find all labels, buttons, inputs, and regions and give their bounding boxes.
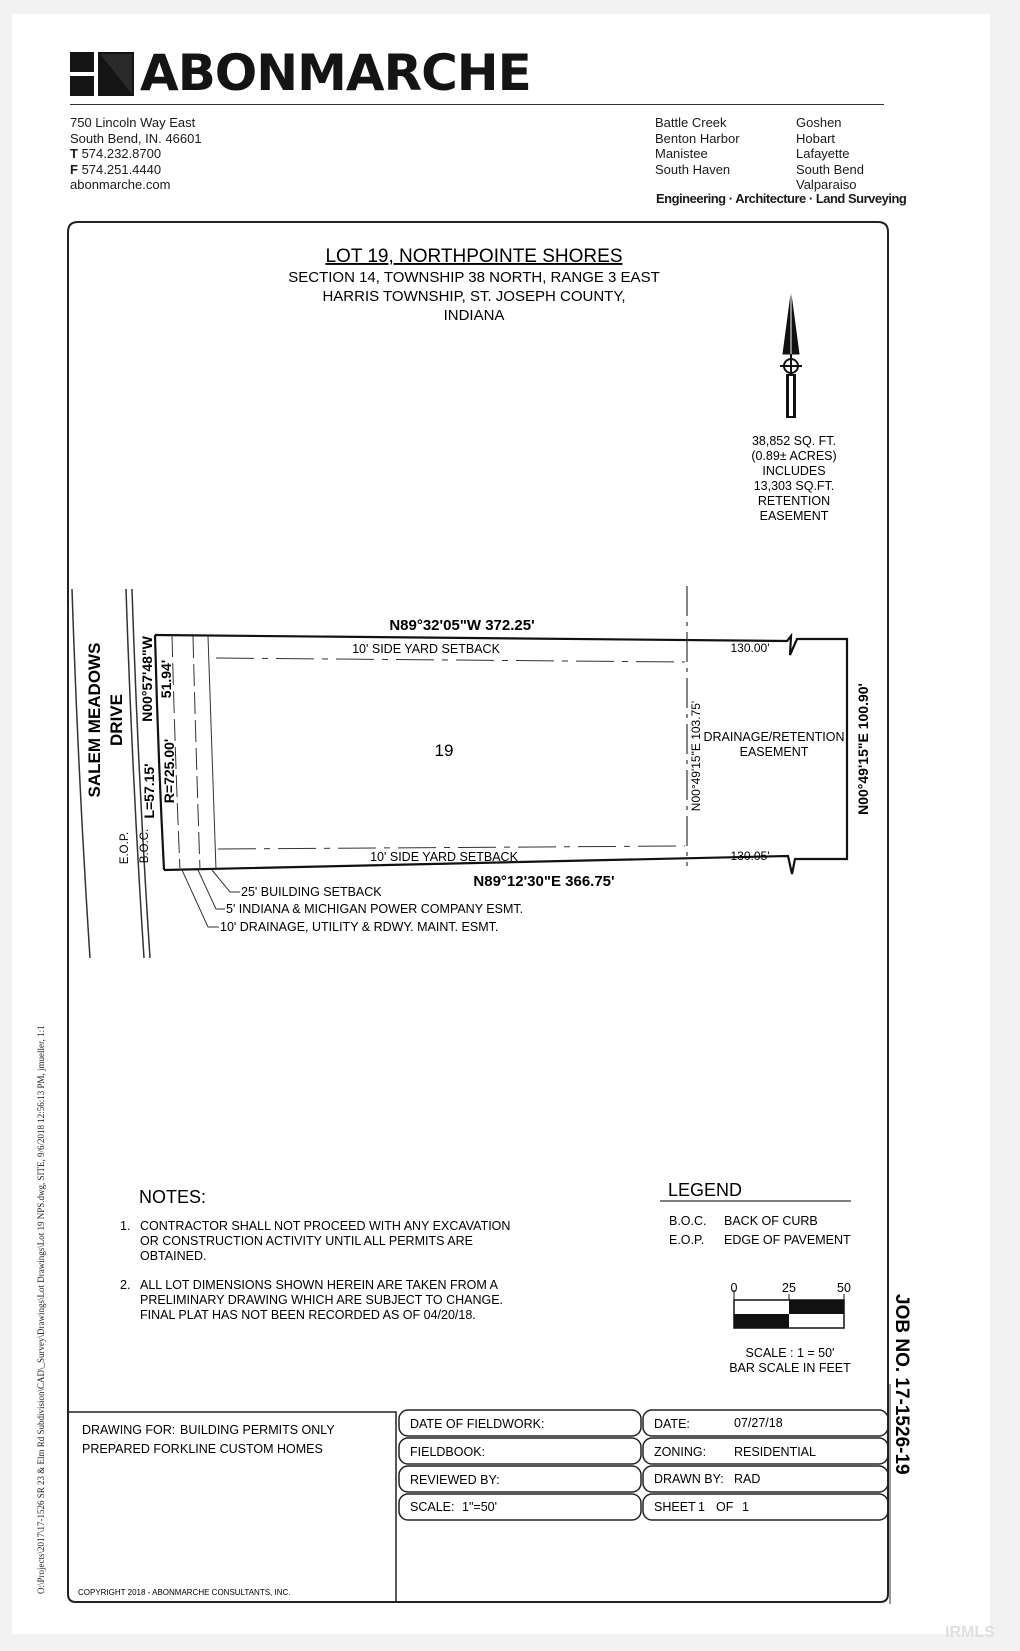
svg-text:(0.89± ACRES): (0.89± ACRES) — [751, 449, 837, 463]
svg-text:EDGE OF PAVEMENT: EDGE OF PAVEMENT — [724, 1233, 851, 1247]
svg-text:B.O.C.: B.O.C. — [669, 1214, 707, 1228]
svg-text:BAR SCALE IN FEET: BAR SCALE IN FEET — [729, 1361, 851, 1375]
sheet-of: OF — [716, 1500, 734, 1514]
building-setback-line — [208, 636, 216, 870]
svg-text:ALL LOT DIMENSIONS SHOWN HEREI: ALL LOT DIMENSIONS SHOWN HEREIN ARE TAKEN FROM A — [140, 1278, 498, 1292]
title-line3: HARRIS TOWNSHIP, ST. JOSEPH COUNTY, — [322, 288, 626, 305]
svg-text:0: 0 — [730, 1281, 738, 1295]
svg-text:13,303 SQ.FT.: 13,303 SQ.FT. — [753, 479, 835, 493]
callout-building-setback: 25' BUILDING SETBACK — [241, 885, 382, 899]
svg-text:1.: 1. — [120, 1219, 131, 1233]
job-number: JOB NO. 17-1526-19 — [891, 1294, 912, 1475]
west-distance: 51.94' — [158, 659, 174, 699]
drainage-label-2: EASEMENT — [739, 745, 809, 759]
inner-bearing: N00°49'15"E 103.75' — [689, 700, 703, 812]
south-line-label: N89°12'30"E 366.75' — [473, 873, 615, 890]
sheet-number: 1 — [698, 1500, 705, 1514]
area-note — [751, 434, 836, 523]
power-esmt-line — [193, 636, 200, 870]
north-line-label: N89°32'05"W 372.25' — [389, 617, 535, 634]
setback-top-label: 10' SIDE YARD SETBACK — [352, 642, 500, 656]
svg-text:38,852 SQ. FT.: 38,852 SQ. FT. — [751, 434, 837, 448]
legend-heading: LEGEND — [668, 1180, 743, 1200]
scale-bar — [729, 1281, 851, 1375]
svg-text:BACK OF CURB: BACK OF CURB — [724, 1214, 818, 1228]
setback-bottom-line — [218, 846, 685, 849]
svg-text:25: 25 — [782, 1281, 796, 1295]
drainage-label-1: DRAINAGE/RETENTION — [703, 730, 845, 744]
reviewed-label: REVIEWED BY: — [410, 1473, 500, 1487]
title-block-text — [78, 1416, 816, 1597]
fieldbook-label: FIELDBOOK: — [410, 1445, 486, 1459]
setback-top-line — [216, 658, 685, 662]
title-main: LOT 19, NORTHPOINTE SHORES — [325, 246, 623, 267]
svg-text:OR CONSTRUCTION ACTIVITY UNTIL: OR CONSTRUCTION ACTIVITY UNTIL ALL PERMITS ARE — [140, 1234, 473, 1248]
svg-text:E.O.P.: E.O.P. — [669, 1233, 705, 1247]
callout-leaders — [182, 870, 240, 927]
drawing-for-label: DRAWING FOR: — [82, 1423, 176, 1437]
date-value: 07/27/18 — [734, 1416, 783, 1430]
prepared-for-label: PREPARED FOR: — [82, 1442, 184, 1456]
east-line-label: N00°49'15"E 100.90' — [855, 683, 871, 815]
drawn-by-label: DRAWN BY: — [654, 1472, 724, 1486]
sheet-total: 1 — [742, 1500, 749, 1514]
boc-label: B.O.C. — [139, 828, 151, 864]
title-line2: SECTION 14, TOWNSHIP 38 NORTH, RANGE 3 EAST — [288, 269, 660, 286]
svg-text:OBTAINED.: OBTAINED. — [140, 1249, 207, 1263]
curve-radius: R=725.00' — [161, 738, 177, 804]
drawn-by-value: RAD — [734, 1472, 761, 1486]
curve-length: L=57.15' — [141, 763, 157, 819]
street-name: SALEM MEADOWS — [85, 642, 104, 798]
callout-power-esmt: 5' INDIANA & MICHIGAN POWER COMPANY ESMT. — [226, 902, 524, 916]
file-path: O:\Projects\2017\17-1526 SR 23 & Elm Rd Subdivision\CAD\_Survey\Drawings\Lot Drawings\Lot 19 NPS.dwg, SITE, 9/6/2018 12:56:13 PM, jmueller, 1:1 — [36, 1025, 46, 1594]
notes-list — [120, 1219, 510, 1322]
zoning-value: RESIDENTIAL — [734, 1445, 816, 1459]
notes-heading: NOTES: — [139, 1187, 207, 1207]
lot-number: 19 — [434, 741, 454, 760]
dim-top: 130.00' — [730, 641, 770, 655]
drawing-for-value: BUILDING PERMITS ONLY — [180, 1423, 335, 1437]
north-arrow-icon — [780, 294, 802, 418]
callout-drainage-esmt: 10' DRAINAGE, UTILITY & RDWY. MAINT. ESMT. — [220, 920, 499, 934]
firm-website[interactable]: abonmarche.com — [70, 177, 171, 192]
survey-sheet — [12, 14, 990, 1634]
svg-text:50: 50 — [837, 1281, 851, 1295]
street-name-2: DRIVE — [107, 694, 126, 746]
watermark: IRMLS — [945, 1624, 995, 1641]
title-line4: INDIANA — [443, 307, 505, 324]
svg-text:PRELIMINARY DRAWING WHICH ARE: PRELIMINARY DRAWING WHICH ARE SUBJECT TO CHANGE. — [140, 1293, 504, 1307]
prepared-for-value: KLINE CUSTOM HOMES — [180, 1442, 323, 1456]
dim-bottom: 130.05' — [730, 849, 770, 863]
legend-items — [669, 1214, 851, 1247]
date-label: DATE: — [654, 1417, 690, 1431]
west-bearing: N00°57'48"W — [139, 636, 155, 722]
plat-drawing — [12, 14, 990, 1634]
firm-name: ABONMARCHE — [140, 44, 531, 102]
svg-text:INCLUDES: INCLUDES — [762, 464, 826, 478]
setback-bottom-label: 10' SIDE YARD SETBACK — [370, 850, 518, 864]
svg-text:EASEMENT: EASEMENT — [759, 509, 829, 523]
svg-text:RETENTION: RETENTION — [757, 494, 831, 508]
sheet-label: SHEET — [654, 1500, 696, 1514]
scale-label: SCALE: — [410, 1500, 455, 1514]
offices-col1: Battle Creek Benton Harbor Manistee South Haven — [655, 115, 740, 177]
firm-disciplines: Engineering · Architecture · Land Surveying — [656, 191, 907, 206]
fieldwork-label: DATE OF FIELDWORK: — [410, 1417, 545, 1431]
svg-text:FINAL PLAT HAS NOT BEEN RECORD: FINAL PLAT HAS NOT BEEN RECORDED AS OF 04/20/18. — [140, 1308, 476, 1322]
scale-value: 1"=50' — [462, 1500, 497, 1514]
offices-col2: Goshen Hobart Lafayette South Bend Valparaiso — [796, 115, 864, 192]
svg-text:CONTRACTOR SHALL NOT PROCEED W: CONTRACTOR SHALL NOT PROCEED WITH ANY EXCAVATION — [140, 1219, 511, 1233]
firm-address: 750 Lincoln Way East South Bend, IN. 46601 T 574.232.8700 F 574.251.4440 abonmarche.com — [70, 115, 202, 192]
svg-text:SCALE : 1 = 50': SCALE : 1 = 50' — [745, 1346, 835, 1360]
eop-label: E.O.P. — [119, 831, 131, 865]
svg-text:2.: 2. — [120, 1278, 131, 1292]
copyright: COPYRIGHT 2018 - ABONMARCHE CONSULTANTS, INC. — [78, 1588, 291, 1597]
zoning-label: ZONING: — [654, 1445, 707, 1459]
